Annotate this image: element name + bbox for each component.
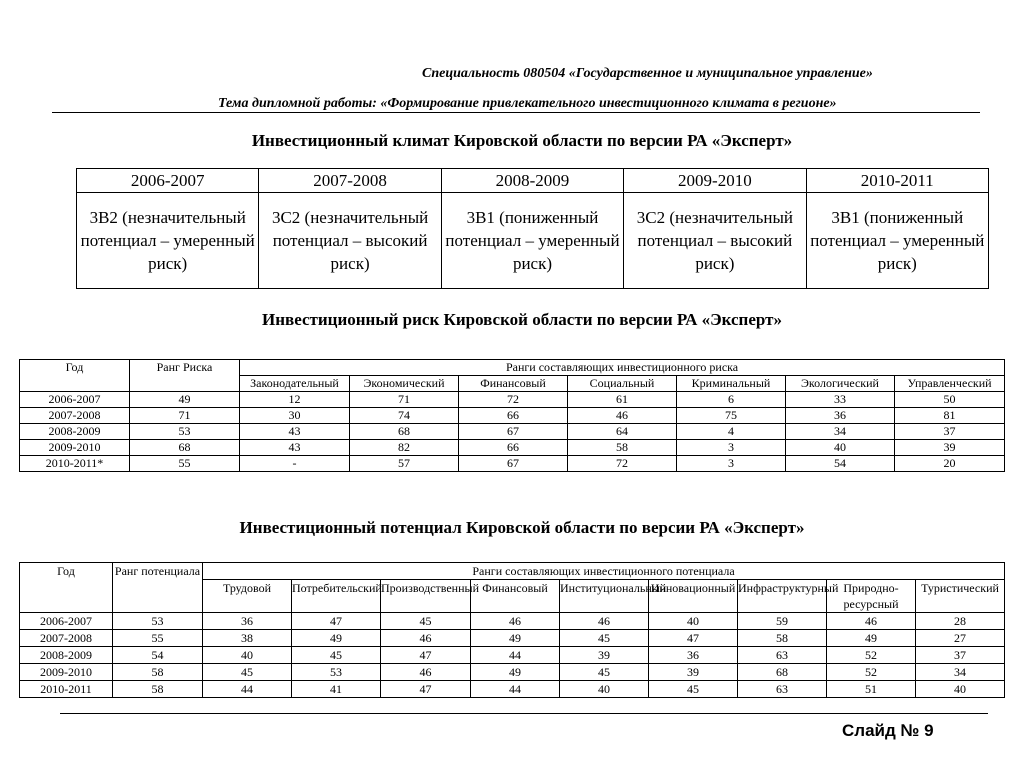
risk-component-header: Социальный xyxy=(568,376,677,392)
potential-value-cell: 59 xyxy=(738,613,827,630)
potential-component-header: Финансовый xyxy=(471,580,560,613)
risk-value-cell: 57 xyxy=(350,456,459,472)
risk-value-cell: 68 xyxy=(130,440,240,456)
potential-value-cell: 39 xyxy=(560,647,649,664)
climate-rating-row xyxy=(77,193,989,289)
risk-value-cell: 30 xyxy=(240,408,350,424)
risk-value-cell: 71 xyxy=(350,392,459,408)
potential-value-cell: 39 xyxy=(649,664,738,681)
risk-value-cell: 20 xyxy=(895,456,1005,472)
potential-value-cell: 54 xyxy=(113,647,203,664)
potential-value-cell: 49 xyxy=(292,630,381,647)
climate-rating-cell: 3В2 (незначительный потенциал – умеренный риск) xyxy=(77,193,259,289)
risk-year-header: Год xyxy=(20,360,130,392)
potential-year-cell: 2010-2011 xyxy=(20,681,113,698)
risk-value-cell: 66 xyxy=(459,408,568,424)
potential-value-cell: 37 xyxy=(916,647,1005,664)
risk-table-row xyxy=(20,424,1005,440)
potential-year-cell: 2006-2007 xyxy=(20,613,113,630)
risk-value-cell: 3 xyxy=(677,440,786,456)
potential-value-cell: 41 xyxy=(292,681,381,698)
potential-value-cell: 46 xyxy=(827,613,916,630)
potential-table-row xyxy=(20,613,1005,630)
climate-table xyxy=(76,168,989,289)
potential-value-cell: 49 xyxy=(471,630,560,647)
potential-value-cell: 53 xyxy=(292,664,381,681)
potential-component-header: Природно-ресурсный xyxy=(827,580,916,613)
potential-value-cell: 49 xyxy=(827,630,916,647)
climate-year-header: 2009-2010 xyxy=(624,169,806,193)
potential-value-cell: 45 xyxy=(649,681,738,698)
potential-value-cell: 27 xyxy=(916,630,1005,647)
potential-header-row xyxy=(20,563,1005,580)
potential-value-cell: 47 xyxy=(381,647,471,664)
potential-value-cell: 55 xyxy=(113,630,203,647)
header-divider xyxy=(52,112,980,113)
potential-value-cell: 68 xyxy=(738,664,827,681)
risk-value-cell: 33 xyxy=(786,392,895,408)
potential-group-header: Ранги составляющих инвестиционного потенциала xyxy=(203,563,1005,580)
potential-component-header: Инновационный xyxy=(649,580,738,613)
slide-number: Слайд № 9 xyxy=(842,721,934,740)
risk-value-cell: 46 xyxy=(568,408,677,424)
risk-component-header: Финансовый xyxy=(459,376,568,392)
climate-year-header: 2007-2008 xyxy=(259,169,441,193)
potential-value-cell: 46 xyxy=(560,613,649,630)
climate-year-header: 2008-2009 xyxy=(441,169,623,193)
potential-value-cell: 28 xyxy=(916,613,1005,630)
risk-table-row xyxy=(20,408,1005,424)
potential-table-row xyxy=(20,630,1005,647)
risk-value-cell: 3 xyxy=(677,456,786,472)
potential-value-cell: 40 xyxy=(649,613,738,630)
potential-value-cell: 45 xyxy=(381,613,471,630)
potential-value-cell: 52 xyxy=(827,664,916,681)
risk-component-header: Экологический xyxy=(786,376,895,392)
risk-value-cell: 71 xyxy=(130,408,240,424)
potential-value-cell: 45 xyxy=(560,630,649,647)
potential-value-cell: 51 xyxy=(827,681,916,698)
climate-rating-cell: 3В1 (пониженный потенциал – умеренный риск) xyxy=(806,193,988,289)
potential-table-row xyxy=(20,647,1005,664)
climate-rating-cell: 3С2 (незначительный потенциал – высокий риск) xyxy=(624,193,806,289)
climate-rating-cell: 3С2 (незначительный потенциал – высокий риск) xyxy=(259,193,441,289)
potential-value-cell: 58 xyxy=(113,664,203,681)
potential-title: Инвестиционный потенциал Кировской области по версии РА «Эксперт» xyxy=(239,518,805,537)
potential-value-cell: 36 xyxy=(649,647,738,664)
risk-value-cell: 82 xyxy=(350,440,459,456)
potential-value-cell: 47 xyxy=(649,630,738,647)
risk-value-cell: 40 xyxy=(786,440,895,456)
potential-value-cell: 63 xyxy=(738,681,827,698)
potential-value-cell: 34 xyxy=(916,664,1005,681)
risk-value-cell: 75 xyxy=(677,408,786,424)
potential-value-cell: 45 xyxy=(203,664,292,681)
potential-value-cell: 47 xyxy=(292,613,381,630)
risk-value-cell: 74 xyxy=(350,408,459,424)
risk-title: Инвестиционный риск Кировской области по версии РА «Эксперт» xyxy=(262,310,782,329)
thesis-header: Тема дипломной работы: «Формирование привлекательного инвестиционного климата в регионе» xyxy=(218,96,837,111)
potential-value-cell: 44 xyxy=(471,647,560,664)
potential-table-row xyxy=(20,664,1005,681)
potential-value-cell: 46 xyxy=(381,664,471,681)
risk-table-row xyxy=(20,392,1005,408)
risk-value-cell: 49 xyxy=(130,392,240,408)
potential-component-header: Производственный xyxy=(381,580,471,613)
potential-component-header: Туристический xyxy=(916,580,1005,613)
risk-year-cell: 2010-2011* xyxy=(20,456,130,472)
potential-value-cell: 45 xyxy=(292,647,381,664)
potential-table-row xyxy=(20,681,1005,698)
potential-value-cell: 40 xyxy=(916,681,1005,698)
potential-value-cell: 44 xyxy=(203,681,292,698)
risk-value-cell: 67 xyxy=(459,424,568,440)
risk-table xyxy=(19,359,1005,472)
potential-value-cell: 58 xyxy=(113,681,203,698)
potential-value-cell: 47 xyxy=(381,681,471,698)
risk-year-cell: 2009-2010 xyxy=(20,440,130,456)
potential-component-header: Трудовой xyxy=(203,580,292,613)
risk-value-cell: 54 xyxy=(786,456,895,472)
risk-value-cell: 12 xyxy=(240,392,350,408)
risk-value-cell: 39 xyxy=(895,440,1005,456)
footer-divider xyxy=(60,713,988,714)
risk-group-header: Ранги составляющих инвестиционного риска xyxy=(240,360,1005,376)
potential-value-cell: 40 xyxy=(560,681,649,698)
risk-table-row xyxy=(20,456,1005,472)
potential-value-cell: 38 xyxy=(203,630,292,647)
potential-component-header: Потребительский xyxy=(292,580,381,613)
risk-value-cell: 58 xyxy=(568,440,677,456)
potential-year-cell: 2008-2009 xyxy=(20,647,113,664)
risk-value-cell: 68 xyxy=(350,424,459,440)
climate-rating-cell: 3В1 (пониженный потенциал – умеренный риск) xyxy=(441,193,623,289)
potential-value-cell: 53 xyxy=(113,613,203,630)
potential-year-cell: 2007-2008 xyxy=(20,630,113,647)
potential-value-cell: 63 xyxy=(738,647,827,664)
specialty-header: Специальность 080504 «Государственное и муниципальное управление» xyxy=(422,66,873,81)
risk-value-cell: 4 xyxy=(677,424,786,440)
potential-value-cell: 46 xyxy=(381,630,471,647)
risk-component-header: Законодательный xyxy=(240,376,350,392)
risk-value-cell: 61 xyxy=(568,392,677,408)
potential-value-cell: 52 xyxy=(827,647,916,664)
risk-year-cell: 2006-2007 xyxy=(20,392,130,408)
risk-header-row xyxy=(20,360,1005,376)
potential-year-header: Год xyxy=(20,563,113,613)
potential-table xyxy=(19,562,1005,698)
risk-value-cell: 81 xyxy=(895,408,1005,424)
risk-value-cell: 43 xyxy=(240,424,350,440)
risk-value-cell: - xyxy=(240,456,350,472)
climate-header-row xyxy=(77,169,989,193)
risk-value-cell: 55 xyxy=(130,456,240,472)
risk-component-header: Управленческий xyxy=(895,376,1005,392)
risk-year-cell: 2008-2009 xyxy=(20,424,130,440)
potential-rank-header: Ранг потенциала xyxy=(113,563,203,613)
risk-rank-header: Ранг Риска xyxy=(130,360,240,392)
risk-value-cell: 66 xyxy=(459,440,568,456)
potential-value-cell: 36 xyxy=(203,613,292,630)
potential-component-header: Инфраструктурный xyxy=(738,580,827,613)
risk-value-cell: 6 xyxy=(677,392,786,408)
risk-value-cell: 64 xyxy=(568,424,677,440)
climate-year-header: 2006-2007 xyxy=(77,169,259,193)
potential-value-cell: 44 xyxy=(471,681,560,698)
risk-value-cell: 53 xyxy=(130,424,240,440)
potential-value-cell: 46 xyxy=(471,613,560,630)
risk-component-header: Криминальный xyxy=(677,376,786,392)
risk-value-cell: 43 xyxy=(240,440,350,456)
risk-value-cell: 67 xyxy=(459,456,568,472)
climate-year-header: 2010-2011 xyxy=(806,169,988,193)
potential-value-cell: 45 xyxy=(560,664,649,681)
potential-component-header: Институциональный xyxy=(560,580,649,613)
potential-value-cell: 58 xyxy=(738,630,827,647)
risk-value-cell: 36 xyxy=(786,408,895,424)
risk-year-cell: 2007-2008 xyxy=(20,408,130,424)
risk-component-header: Экономический xyxy=(350,376,459,392)
climate-title: Инвестиционный климат Кировской области по версии РА «Эксперт» xyxy=(251,131,793,150)
risk-value-cell: 72 xyxy=(459,392,568,408)
potential-year-cell: 2009-2010 xyxy=(20,664,113,681)
risk-value-cell: 34 xyxy=(786,424,895,440)
risk-table-row xyxy=(20,440,1005,456)
risk-value-cell: 37 xyxy=(895,424,1005,440)
potential-value-cell: 49 xyxy=(471,664,560,681)
potential-value-cell: 40 xyxy=(203,647,292,664)
risk-value-cell: 72 xyxy=(568,456,677,472)
risk-value-cell: 50 xyxy=(895,392,1005,408)
